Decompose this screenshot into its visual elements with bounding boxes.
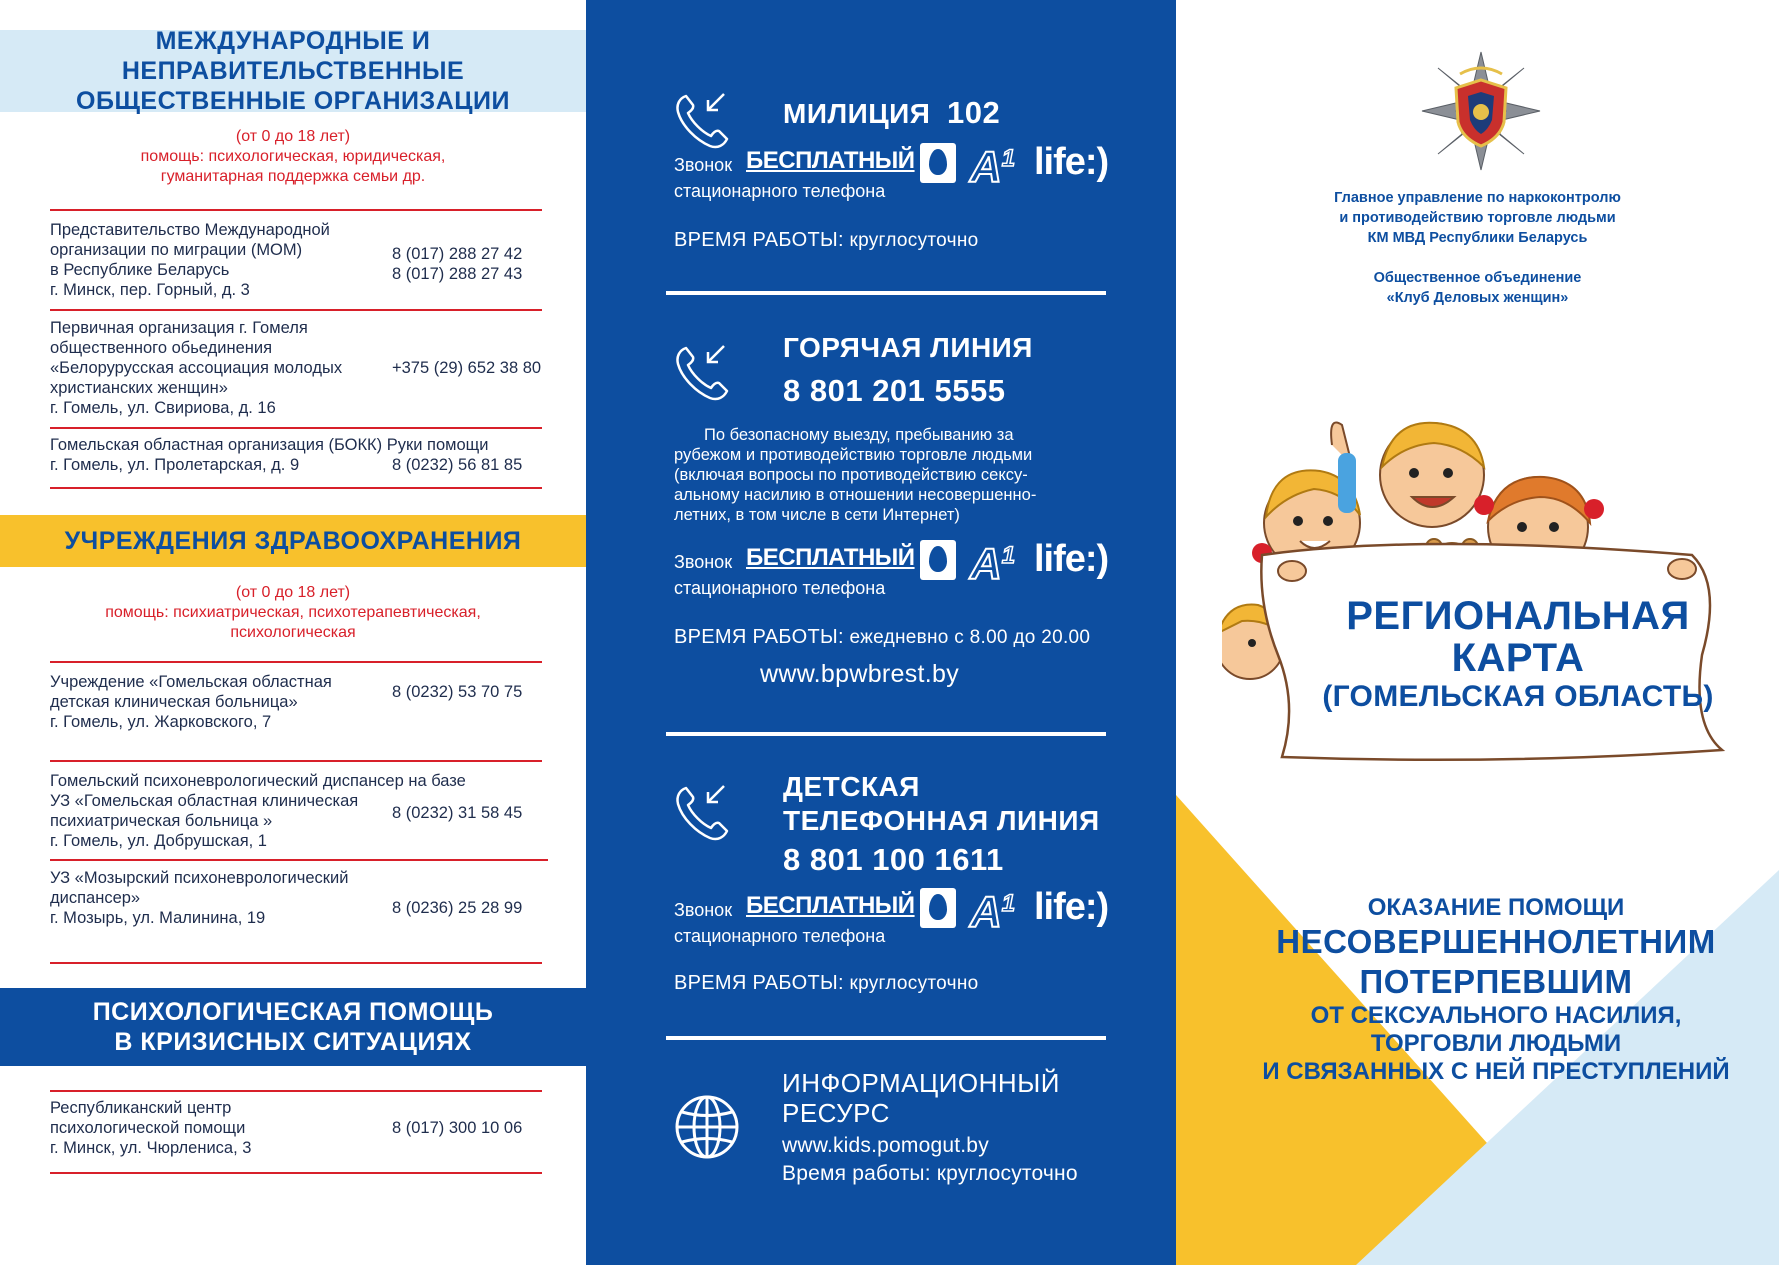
entry-line: Гомельская областная организация (БОКК) Руки помощи [50, 436, 489, 454]
free-call-label: БЕСПЛАТНЫЙ [746, 544, 915, 571]
divider [666, 1036, 1106, 1040]
free-call-label: БЕСПЛАТНЫЙ [746, 147, 915, 174]
phone-incoming-icon [672, 782, 734, 844]
help-line: ОТ СЕКСУАЛЬНОГО НАСИЛИЯ, [1310, 1002, 1682, 1029]
mts-logo [920, 540, 956, 580]
life-logo: life:) [1034, 886, 1109, 928]
entry-line: Учреждение «Гомельская областная [50, 673, 332, 691]
section-title: УЧРЕЖДЕНИЯ ЗДРАВООХРАНЕНИЯ [64, 527, 522, 555]
police-title: МИЛИЦИЯ [783, 98, 931, 129]
entry-line: детская клиническая больница» [50, 693, 298, 711]
police-work-hours [674, 229, 979, 252]
a1-sup: 1 [1001, 145, 1016, 172]
section-header-crisis [0, 988, 586, 1066]
entry-line: Гомельский психоневрологический диспансер на базе [50, 772, 466, 790]
divider [50, 760, 542, 762]
a1-sup: 1 [1001, 890, 1016, 917]
divider [50, 209, 542, 211]
free-call-note: стационарного телефона [674, 578, 886, 598]
globe-icon [672, 1092, 742, 1162]
divider [50, 1172, 542, 1174]
free-call-note: стационарного телефона [674, 926, 886, 946]
child-line-number: 8 801 100 1611 [783, 842, 1004, 877]
free-call-prefix: Звонок [674, 155, 733, 175]
info-resource-link[interactable]: www.kids.pomogut.by [782, 1134, 989, 1157]
divider [50, 1090, 542, 1092]
entry-line: г. Минск, ул. Чюрлениса, 3 [50, 1139, 252, 1157]
police-number: 102 [947, 95, 1001, 130]
a1-logo [970, 135, 1015, 192]
a1-logo [970, 880, 1015, 937]
hotline-work-hours [674, 626, 1090, 649]
life-logo: life:) [1034, 538, 1109, 580]
work-value: круглосуточно [849, 230, 979, 251]
title-line: ИНФОРМАЦИОННЫЙ [782, 1068, 1060, 1098]
free-call-prefix: Звонок [674, 552, 733, 572]
section-note-health [0, 583, 586, 643]
list-item [50, 771, 550, 851]
help-line: И СВЯЗАННЫХ С НЕЙ ПРЕСТУПЛЕНИЙ [1262, 1058, 1730, 1085]
mts-egg-icon [929, 894, 947, 920]
section-title-line: ПСИХОЛОГИЧЕСКАЯ ПОМОЩЬ [92, 998, 494, 1026]
phone-number: 8 (0232) 31 58 45 [392, 804, 523, 822]
desc-line: летних, в том числе в сети Интернет) [674, 506, 960, 524]
title-line: (ГОМЕЛЬСКАЯ ОБЛАСТЬ) [1322, 680, 1714, 713]
title-line: ДЕТСКАЯ [783, 771, 920, 802]
work-label: ВРЕМЯ РАБОТЫ: [674, 972, 844, 994]
org-line: и противодействию торговле людьми [1339, 210, 1616, 226]
entry-line: организации по миграции (МОМ) [50, 241, 303, 259]
list-item [50, 220, 550, 300]
entry-line: психиатрическая больница » [50, 812, 273, 830]
section-note-ngo [0, 127, 586, 187]
section-title-line: МЕЖДУНАРОДНЫЕ И НЕПРАВИТЕЛЬСТВЕННЫЕ [121, 27, 465, 85]
phone-number: 8 (0232) 56 81 85 [392, 456, 523, 474]
note-line: гуманитарная поддержка семьи др. [160, 168, 426, 185]
life-logo: life:) [1034, 141, 1109, 183]
list-item [50, 318, 550, 418]
hotline-website-link[interactable]: www.bpwbrest.by [760, 660, 960, 688]
note-line: (от 0 до 18 лет) [235, 584, 351, 601]
work-label: ВРЕМЯ РАБОТЫ: [674, 626, 844, 648]
org-line: Главное управление по наркоконтролю [1334, 190, 1621, 206]
free-call-row [674, 886, 1154, 946]
phone-number: 8 (017) 288 27 42 [392, 245, 523, 263]
list-item [50, 672, 550, 732]
section-title-line: ОБЩЕСТВЕННЫЕ ОРГАНИЗАЦИИ [76, 87, 510, 115]
free-call-note: стационарного телефона [674, 181, 886, 201]
entry-line: г. Гомель, ул. Свириова, д. 16 [50, 399, 276, 417]
info-resource-title [782, 1068, 1060, 1128]
entry-line: в Республике Беларусь [50, 261, 230, 279]
phone-incoming-icon [672, 342, 734, 404]
a1-letter: A [970, 142, 1002, 192]
a1-sup: 1 [1001, 542, 1016, 569]
desc-line: По безопасному выезду, пребыванию за [704, 426, 1014, 444]
divider [666, 732, 1106, 736]
free-call-prefix: Звонок [674, 900, 733, 920]
desc-line: (включая вопросы по противодействию сексу- [674, 466, 1028, 484]
a1-logo [970, 532, 1015, 589]
right-panel [1176, 0, 1779, 1265]
page-title [1268, 595, 1768, 715]
organization-block-1 [1176, 188, 1779, 248]
mts-logo [920, 143, 956, 183]
note-line: помощь: психологическая, юридическая, [140, 148, 446, 165]
work-label: ВРЕМЯ РАБОТЫ: [674, 229, 844, 251]
hotline-title: ГОРЯЧАЯ ЛИНИЯ [783, 332, 1033, 363]
mts-egg-icon [929, 149, 947, 175]
mts-logo [920, 888, 956, 928]
phone-number: +375 (29) 652 38 80 [392, 359, 542, 377]
section-header-health [0, 515, 586, 567]
hotline-number: 8 801 201 5555 [783, 373, 1006, 408]
a1-letter: A [970, 887, 1002, 937]
title-line: КАРТА [1451, 636, 1585, 680]
entry-line: г. Гомель, ул. Пролетарская, д. 9 [50, 456, 300, 474]
free-call-row [674, 141, 1154, 201]
note-line: (от 0 до 18 лет) [235, 128, 351, 145]
phone-number: 8 (017) 300 10 06 [392, 1119, 523, 1137]
info-resource-hours: Время работы: круглосуточно [782, 1162, 1078, 1185]
help-line: НЕСОВЕРШЕННОЛЕТНИМ [1276, 923, 1716, 960]
org-line: Общественное объединение [1373, 270, 1582, 286]
organization-block-2 [1176, 268, 1779, 308]
mts-egg-icon [929, 546, 947, 572]
desc-line: рубежом и противодействию торговле людьми [674, 446, 1033, 464]
left-panel [0, 0, 586, 1265]
entry-line: УЗ «Гомельская областная клиническая [50, 792, 359, 810]
divider [50, 859, 548, 861]
entry-line: Республиканский центр [50, 1099, 232, 1117]
list-item [50, 868, 550, 928]
divider [50, 309, 542, 311]
work-value: круглосуточно [849, 973, 979, 994]
child-line-title [783, 770, 1100, 838]
divider [50, 962, 542, 964]
title-line: ТЕЛЕФОННАЯ ЛИНИЯ [783, 805, 1100, 836]
phone-number: 8 (0232) 53 70 75 [392, 683, 523, 701]
title-line: РЕГИОНАЛЬНАЯ [1346, 594, 1690, 638]
phone-number: 8 (0236) 25 28 99 [392, 899, 523, 917]
entry-line: Представительство Международной [50, 221, 330, 239]
divider [50, 661, 542, 663]
phone-number: 8 (017) 288 27 43 [392, 265, 523, 283]
hotline-description [674, 425, 1114, 525]
divider [50, 487, 542, 489]
entry-line: УЗ «Мозырский психоневрологический [50, 869, 349, 887]
help-description [1216, 894, 1776, 1086]
title-line: РЕСУРС [782, 1098, 890, 1128]
free-call-row [674, 538, 1154, 598]
entry-line: Первичная организация г. Гомеля [50, 319, 308, 337]
list-item [50, 435, 550, 475]
entry-line: диспансер» [50, 889, 141, 907]
help-line: ТОРГОВЛИ ЛЮДЬМИ [1370, 1030, 1622, 1057]
a1-letter: A [970, 539, 1002, 589]
entry-line: г. Минск, пер. Горный, д. 3 [50, 281, 250, 299]
divider [50, 427, 542, 429]
section-header-ngo [0, 27, 586, 115]
entry-line: г. Мозырь, ул. Малинина, 19 [50, 909, 266, 927]
note-line: помощь: психиатрическая, психотерапевтическая, [105, 604, 481, 621]
list-item [50, 1098, 550, 1158]
org-line: КМ МВД Республики Беларусь [1367, 230, 1588, 246]
child-line-work-hours [674, 972, 979, 995]
desc-line: альному насилию в отношении несовершенно- [674, 486, 1037, 504]
section-title-line: В КРИЗИСНЫХ СИТУАЦИЯХ [114, 1028, 472, 1056]
entry-line: «Белорурусская ассоциация молодых [50, 359, 343, 377]
entry-line: христианских женщин» [50, 379, 228, 397]
note-line: психологическая [230, 624, 356, 641]
divider [666, 291, 1106, 295]
help-line: ПОТЕРПЕВШИМ [1359, 963, 1633, 1000]
entry-line: г. Гомель, ул. Жарковского, 7 [50, 713, 272, 731]
entry-line: г. Гомель, ул. Добрушская, 1 [50, 832, 267, 850]
help-line: ОКАЗАНИЕ ПОМОЩИ [1367, 894, 1625, 921]
free-call-label: БЕСПЛАТНЫЙ [746, 892, 915, 919]
entry-line: психологической помощи [50, 1119, 246, 1137]
middle-panel [586, 0, 1176, 1265]
org-line: «Клуб Деловых женщин» [1386, 290, 1569, 306]
entry-line: общественного обьединения [50, 339, 273, 357]
work-value: ежедневно с 8.00 до 20.00 [849, 627, 1091, 648]
emblem-icon [1420, 50, 1542, 172]
children-illustration [1222, 405, 1772, 775]
